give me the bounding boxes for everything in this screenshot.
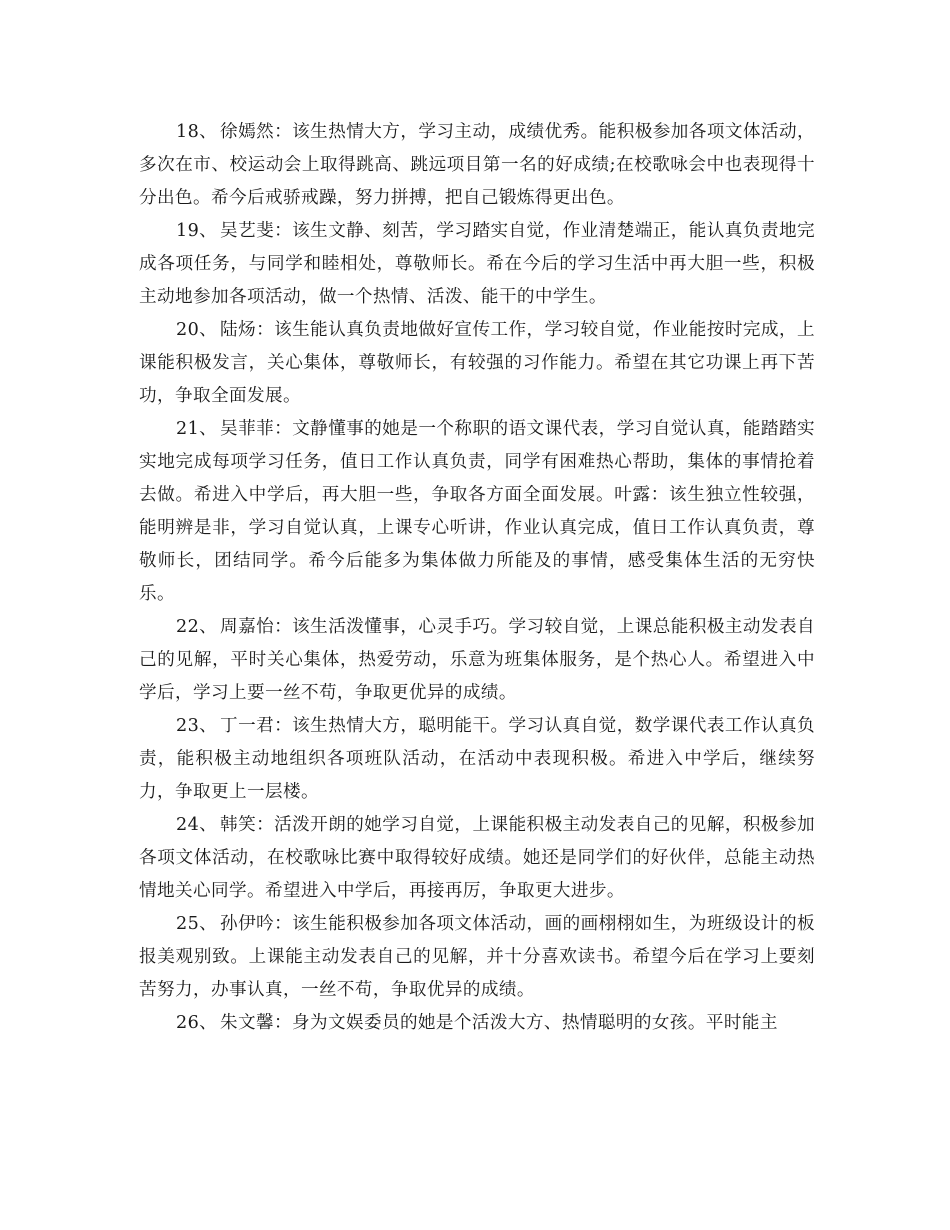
entry-text: 徐嫣然：该生热情大方，学习主动，成绩优秀。能积极参加各项文体活动，多次在市、校运动会上取得跳高、跳远项目第一名的好成绩;在校歌咏会中也表现得十分出色。希今后戒骄戒躁，努力拼搏，把自己锻炼得更出色。 [139, 122, 815, 208]
entry-paragraph [139, 413, 815, 611]
entry-number: 19、 [176, 221, 218, 241]
entry-paragraph [139, 116, 815, 215]
entry-paragraph [139, 809, 815, 908]
entry-text: 吴菲菲：文静懂事的她是一个称职的语文课代表，学习自觉认真，能踏踏实实地完成每项学习任务，值日工作认真负责，同学有困难热心帮助，集体的事情抢着去做。希进入中学后，再大胆一些，争取各方面全面发展。叶露：该生独立性较强，能明辨是非，学习自觉认真，上课专心听讲，作业认真完成，值日工作认真负责，尊敬师长，团结同学。希今后能多为集体做力所能及的事情，感受集体生活的无穷快乐。 [139, 419, 815, 604]
entry-number: 25、 [176, 914, 218, 934]
entry-text: 周嘉怡：该生活泼懂事，心灵手巧。学习较自觉，上课总能积极主动发表自己的见解，平时关心集体，热爱劳动，乐意为班集体服务，是个热心人。希望进入中学后，学习上要一丝不苟，争取更优异的成绩。 [139, 617, 815, 703]
entry-number: 21、 [176, 419, 218, 439]
entry-number: 24、 [176, 815, 218, 835]
entry-paragraph [139, 1007, 815, 1040]
entry-number: 26、 [176, 1013, 218, 1033]
entry-number: 20、 [176, 320, 218, 340]
entry-text: 朱文馨：身为文娱委员的她是个活泼大方、热情聪明的女孩。平时能主 [220, 1013, 778, 1033]
entry-paragraph [139, 611, 815, 710]
entry-number: 23、 [176, 716, 218, 736]
document-body [139, 116, 815, 1040]
entry-text: 孙伊吟：该生能积极参加各项文体活动，画的画栩栩如生，为班级设计的板报美观别致。上课能主动发表自己的见解，并十分喜欢读书。希望今后在学习上要刻苦努力，办事认真，一丝不苟，争取优异的成绩。 [139, 914, 815, 1000]
entry-text: 吴艺斐：该生文静、刻苦，学习踏实自觉，作业清楚端正，能认真负责地完成各项任务，与同学和睦相处，尊敬师长。希在今后的学习生活中再大胆一些，积极主动地参加各项活动，做一个热情、活泼、能干的中学生。 [139, 221, 815, 307]
entry-number: 22、 [176, 617, 218, 637]
entry-paragraph [139, 215, 815, 314]
entry-text: 韩笑：活泼开朗的她学习自觉，上课能积极主动发表自己的见解，积极参加各项文体活动，在校歌咏比赛中取得较好成绩。她还是同学们的好伙伴，总能主动热情地关心同学。希望进入中学后，再接再厉，争取更大进步。 [139, 815, 815, 901]
entry-text: 丁一君：该生热情大方，聪明能干。学习认真自觉，数学课代表工作认真负责，能积极主动地组织各项班队活动，在活动中表现积极。希进入中学后，继续努力，争取更上一层楼。 [139, 716, 815, 802]
entry-paragraph [139, 908, 815, 1007]
entry-number: 18、 [176, 122, 218, 142]
entry-paragraph [139, 710, 815, 809]
entry-text: 陆炀：该生能认真负责地做好宣传工作，学习较自觉，作业能按时完成，上课能积极发言，关心集体，尊敬师长，有较强的习作能力。希望在其它功课上再下苦功，争取全面发展。 [139, 320, 815, 406]
entry-paragraph [139, 314, 815, 413]
